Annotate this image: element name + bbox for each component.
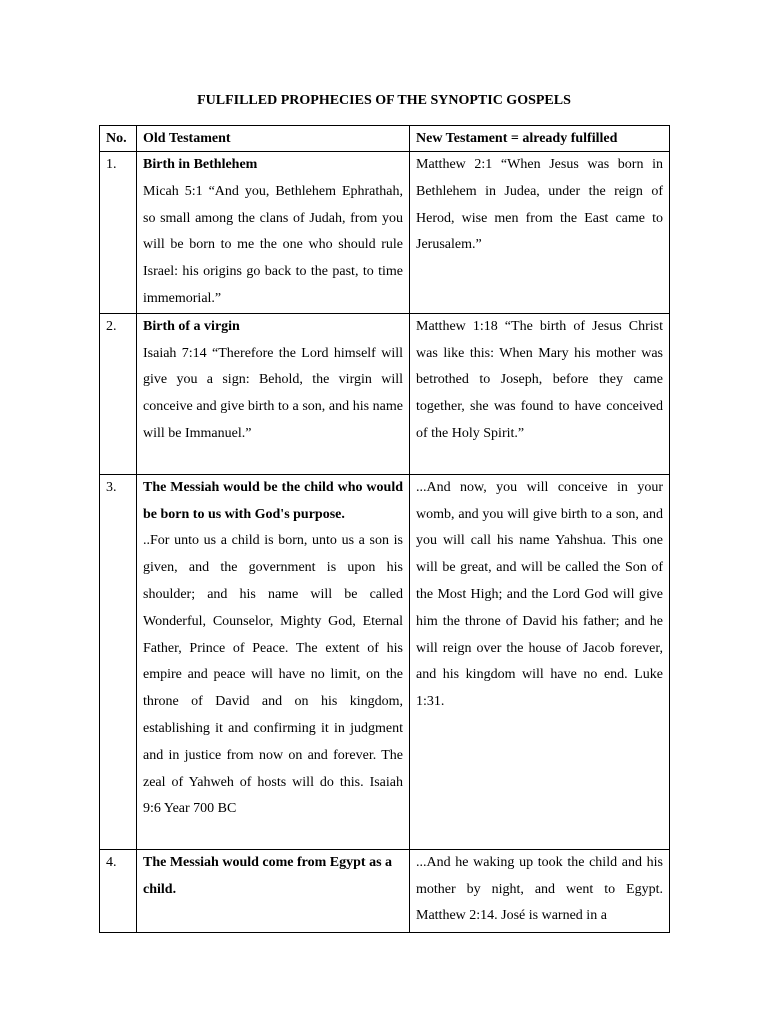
old-testament-cell — [137, 849, 410, 932]
new-testament-cell — [410, 313, 670, 474]
old-testament-cell — [137, 474, 410, 849]
new-testament-text: Matthew 1:18 “The birth of Jesus Christ was like this: When Mary his mother was betrothed to Joseph, before they came together, she was found to have conceived of the Holy Spirit.” — [416, 318, 663, 441]
header-old-testament: Old Testament — [137, 126, 410, 152]
row-number: 2. — [100, 313, 137, 474]
table-row — [100, 849, 670, 932]
row-number: 3. — [100, 474, 137, 849]
row-number: 1. — [100, 152, 137, 314]
old-testament-text: Micah 5:1 “And you, Bethlehem Ephrathah, so small among the clans of Judah, from you will be born to me the one who should rule Israel: his origins go back to the past, to time immemorial.” — [143, 183, 403, 306]
document-title: FULFILLED PROPHECIES OF THE SYNOPTIC GOSPELS — [197, 93, 571, 108]
old-testament-cell — [137, 152, 410, 314]
header-new-testament: New Testament = already fulfilled — [410, 126, 670, 152]
new-testament-cell — [410, 474, 670, 849]
new-testament-cell — [410, 849, 670, 932]
prophecy-heading: The Messiah would be the child who would be born to us with God's purpose. — [143, 479, 403, 522]
old-testament-text: ..For unto us a child is born, unto us a son is given, and the government is upon his shoulder; and his name will be called Wonderful, Counselor, Mighty God, Eternal Father, Prince of Peace. The extent of his empire and peace will have no limit, on the throne of David and on his kingdom, establishing it and confirming it in judgment and in justice from now on and forever. The zeal of Yahweh of hosts will do this. Isaiah 9:6 Year 700 BC — [143, 533, 403, 817]
new-testament-text: ...And he waking up took the child and his mother by night, and went to Egypt. Matthew 2:14. José is warned in a — [416, 854, 663, 924]
prophecy-heading: Birth in Bethlehem — [143, 157, 258, 172]
table-row — [100, 474, 670, 849]
old-testament-text: Isaiah 7:14 “Therefore the Lord himself will give you a sign: Behold, the virgin will conceive and give birth to a son, and his name will be Immanuel.” — [143, 345, 403, 441]
table-row — [100, 313, 670, 474]
old-testament-cell — [137, 313, 410, 474]
table-header-row — [100, 126, 670, 152]
new-testament-text: ...And now, you will conceive in your womb, and you will give birth to a son, and you will call his name Yahshua. This one will be great, and will be called the Son of the Most High; and the Lord God will give him the throne of David his father; and he will reign over the house of Jacob forever, and his kingdom will have no end. Luke 1:31. — [416, 479, 663, 710]
new-testament-text: Matthew 2:1 “When Jesus was born in Bethlehem in Judea, under the reign of Herod, wise men from the East came to Jerusalem.” — [416, 157, 663, 253]
new-testament-cell — [410, 152, 670, 314]
row-number: 4. — [100, 849, 137, 932]
prophecy-table — [99, 125, 670, 933]
table-row — [100, 152, 670, 314]
prophecy-heading: Birth of a virgin — [143, 318, 240, 334]
header-no: No. — [100, 126, 137, 152]
prophecy-heading: The Messiah would come from Egypt as a child. — [143, 854, 393, 897]
